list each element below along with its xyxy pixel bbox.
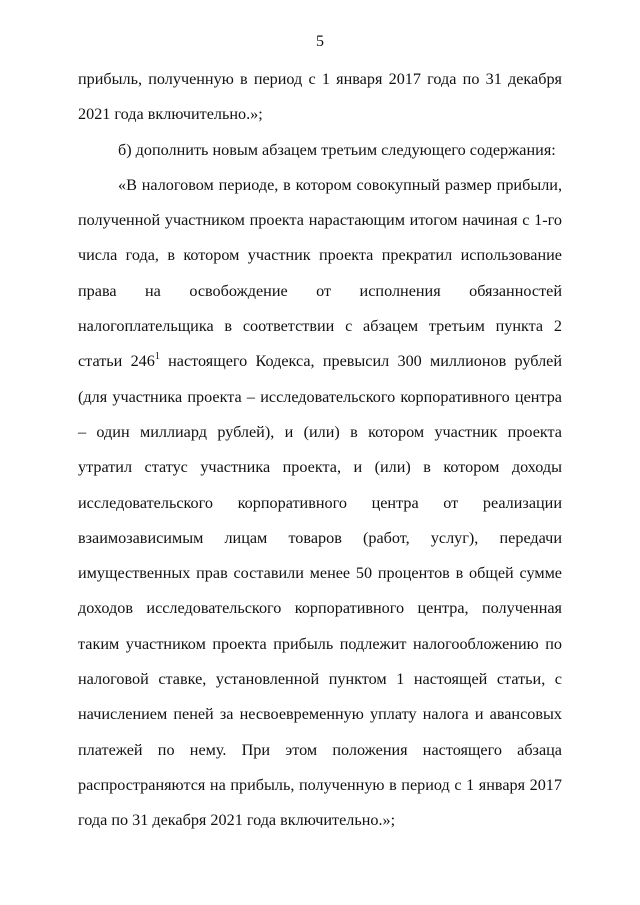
paragraph-amendment-b: б) дополнить новым абзацем третьим следующего содержания: (118, 140, 556, 159)
paragraph-continuation: прибыль, полученную в период с 1 января 2017 года по 31 декабря 2021 года включительно.»; (78, 70, 562, 124)
quoted-text-part-2: настоящего Кодекса, превысил 300 миллионов рублей (для участника проекта – исследовательского корпоративного центра – один миллиард рублей), и (или) в котором участник проекта утратил статус участника проекта, и (или) в котором доходы исследовательского корпоративного центра от реализации взаимозависимым лицам товаров (работ, услуг), передачи имущественных прав составили менее 50 процентов в общей сумме доходов исследовательского корпоративного центра, полученная таким участником проекта прибыль подлежит налогообложению по налоговой ставке, установленной пунктом 1 настоящей статьи, с начислением пеней за несвоевременную уплату налога и авансовых платежей по нему. При этом положения настоящего абзаца распространяются на прибыль, полученную в период с 1 января 2017 года по 31 декабря 2021 года включительно.»; (78, 352, 562, 830)
article-superscript: 1 (154, 351, 160, 363)
page-number: 5 (316, 33, 324, 50)
paragraph-quoted-amendment (78, 168, 562, 839)
quoted-text-part-1: «В налоговом периоде, в котором совокупный размер прибыли, полученной участником проекта нарастающим итогом начиная с 1-го числа года, в котором участник проекта прекратил использование права на освобождение от исполнения обязанностей налогоплательщика в соответствии с абзацем третьим пункта 2 статьи 246 (78, 175, 562, 371)
document-body (78, 62, 562, 839)
